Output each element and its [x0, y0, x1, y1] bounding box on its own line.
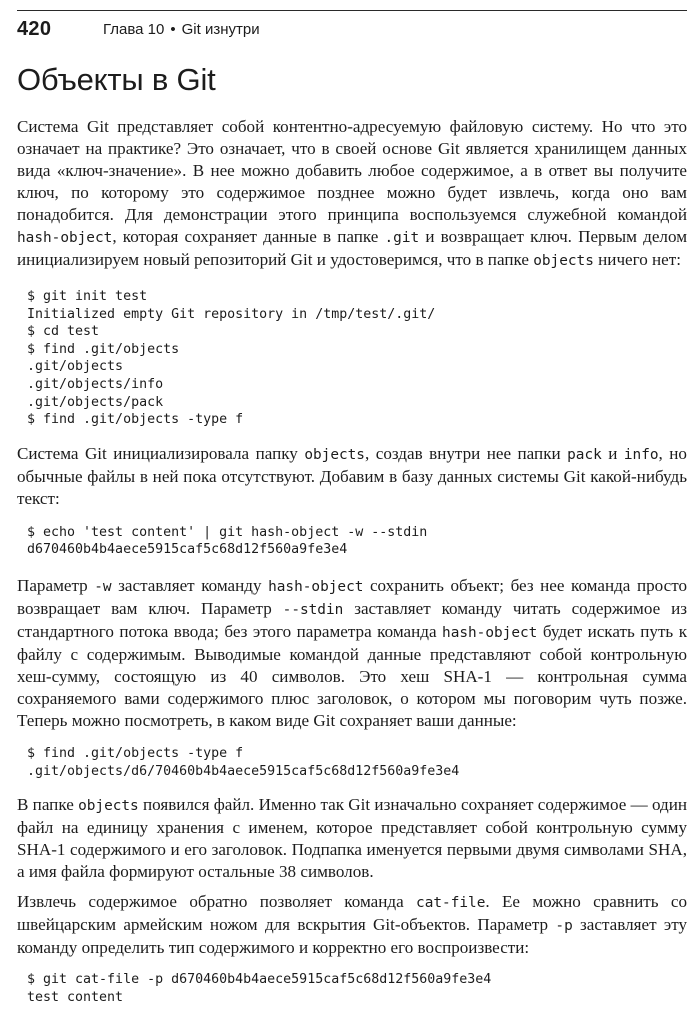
inline-code: objects	[304, 446, 365, 463]
inline-code: info	[623, 446, 659, 463]
code-block-hash-object	[17, 524, 687, 559]
code-line: $ cd test	[27, 324, 100, 340]
inline-code: objects	[533, 253, 594, 269]
text-run: ничего нет:	[593, 250, 681, 269]
code-line: $ find .git/objects -type f	[27, 412, 244, 428]
text-run: Система Git представляет собой контентно-адресуемую файловую систему. Но что это означает на практике? Это означает, что в своей основе Git является хранилищем данных вида «ключ-значение». В нее можно добавить любое содержимое, а в ответ вы получите ключ, по которому это содержимое позднее можно будет извлечь, когда оно вам понадобится. Для демонстрации этого принципа воспользуемся служебной командой	[17, 117, 687, 224]
text-run: будет искать путь к файлу с содержимым. Выводимые командой данные представляют собой контрольную хеш-сумму, состоящую из 40 символов. Это хеш SHA-1 — контрольная сумма сохраняемого вами содержимого плюс заголовок, о котором мы поговорим чуть позже. Теперь можно посмотреть, в каком виде Git сохраняет ваши данные:	[17, 621, 687, 730]
text-run: . Ее можно сравнить со швейцарским армейским ножом для вскрытия Git-объектов. Параметр	[17, 892, 688, 935]
code-block-init	[17, 288, 687, 429]
section-title: Объекты в Git	[17, 62, 216, 97]
text-run: Извлечь содержимое обратно позволяет команда	[17, 892, 417, 912]
text-run: сохранить объект; без нее команда просто возвращает вам ключ. Параметр	[17, 575, 687, 618]
inline-code: hash-object	[268, 578, 364, 595]
inline-code: hash-object	[442, 624, 538, 641]
inline-code: hash-object	[17, 230, 113, 246]
text-run: и возвращает ключ. Первым делом инициализируем новый репозиторий Git и удостоверимся, что в папке	[17, 227, 688, 269]
code-line: test content	[27, 989, 124, 1005]
chapter-title: Git изнутри	[181, 21, 260, 38]
paragraph-objects	[17, 443, 687, 510]
text-run: , создав внутри нее папки	[364, 443, 568, 463]
page-body	[17, 116, 687, 1006]
inline-code: pack	[567, 446, 602, 463]
inline-code: -p	[555, 918, 573, 935]
page-number: 420	[17, 18, 52, 40]
paragraph-intro	[17, 116, 687, 272]
inline-code: .git	[384, 230, 420, 246]
bullet-separator: •	[170, 21, 176, 38]
text-run: , которая сохраняет данные в папке	[112, 227, 385, 246]
inline-code: objects	[78, 798, 139, 815]
text-run: В папке	[17, 795, 79, 815]
running-title	[103, 21, 260, 38]
code-line: $ echo 'test content' | git hash-object -w --stdin	[27, 524, 428, 540]
code-line: $ git cat-file -p d670460b4b4aece5915caf5c68d12f560a9fe3e4	[27, 972, 492, 988]
code-line: $ git init test	[27, 289, 148, 304]
paragraph-storage	[17, 794, 687, 883]
code-line: Initialized empty Git repository in /tmp/test/.git/	[27, 306, 436, 322]
code-line: .git/objects/pack	[27, 394, 164, 410]
code-block-find	[17, 745, 687, 780]
code-line: $ find .git/objects -type f	[27, 745, 244, 761]
text-run: Параметр	[17, 575, 95, 595]
paragraph-cat-file	[17, 891, 687, 959]
code-block-cat-file	[17, 971, 687, 1006]
text-run: заставляет команду	[111, 575, 269, 595]
code-line: .git/objects/info	[27, 376, 164, 392]
inline-code: -w	[94, 578, 112, 595]
running-header	[17, 10, 687, 45]
chapter-label: Глава 10	[103, 21, 165, 38]
code-line: .git/objects	[27, 359, 124, 375]
code-line: d670460b4b4aece5915caf5c68d12f560a9fe3e4	[27, 542, 348, 558]
paragraph-parameters	[17, 575, 687, 732]
text-run: появился файл. Именно так Git изначально сохраняет содержимое — один файл на единицу хранения с именем, которое представляет собой контрольную сумму SHA-1 содержимого и его заголовок. Подпапка именуется первыми двумя символами SHA, а имя файла формируют остальные 38 символов.	[17, 795, 688, 882]
text-run: Система Git инициализировала папку	[17, 443, 305, 463]
text-run: и	[601, 443, 624, 463]
code-line: $ find .git/objects	[27, 341, 180, 357]
code-line: .git/objects/d6/70460b4b4aece5915caf5c68d12f560a9fe3e4	[27, 763, 460, 779]
text-run: заставляет команду читать содержимое из стандартного потока ввода; без этого параметра команда	[17, 598, 687, 641]
text-run: , но обычные файлы в ней пока отсутствуют. Добавим в базу данных системы Git какой-нибудь текст:	[17, 443, 687, 508]
inline-code: --stdin	[282, 601, 344, 618]
inline-code: cat-file	[416, 895, 486, 912]
text-run: заставляет эту команду определить тип содержимого и корректно его воспроизвести:	[17, 915, 687, 958]
